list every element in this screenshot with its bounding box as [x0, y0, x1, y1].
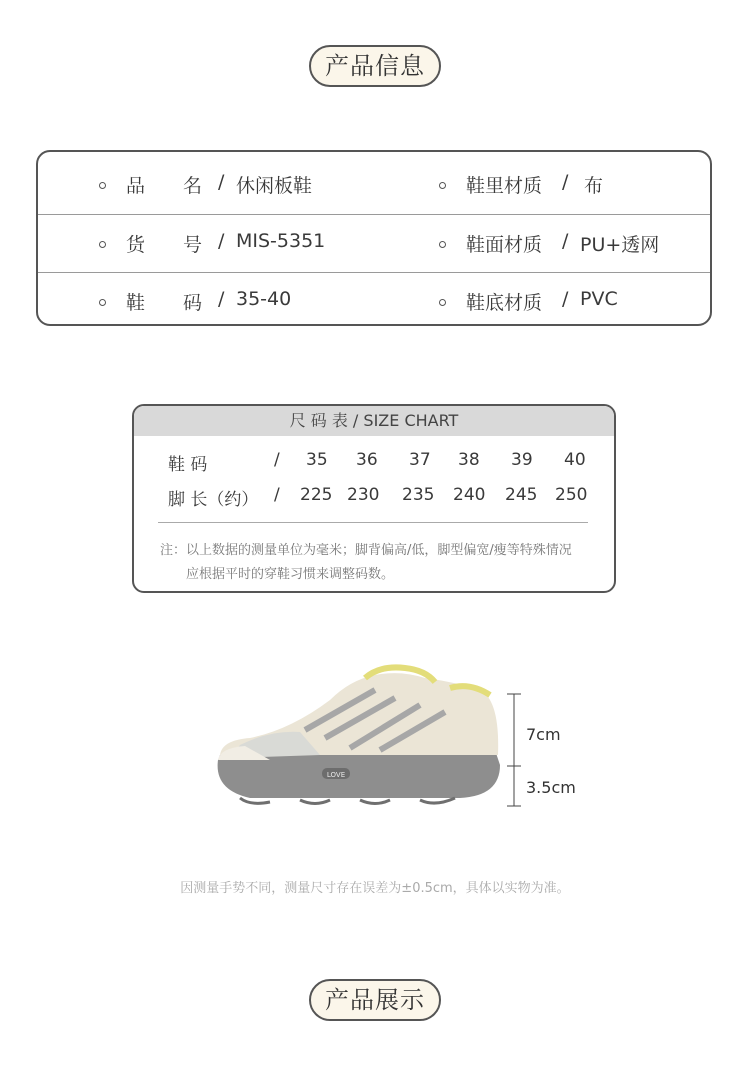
size-cell: 40	[564, 450, 586, 470]
info-row	[38, 272, 710, 331]
upper-height-label: 7cm	[526, 725, 561, 744]
size-chart-title: 尺 码 表 / SIZE CHART	[134, 406, 614, 436]
size-note-line2: 应根据平时的穿鞋习惯来调整码数。	[186, 567, 395, 582]
size-cell: 39	[511, 450, 533, 470]
size-cell: 36	[356, 450, 378, 470]
info-label: 货 号	[126, 234, 203, 256]
separator: /	[562, 171, 569, 193]
info-row	[38, 156, 710, 214]
info-value: MIS-5351	[236, 230, 326, 252]
separator: /	[562, 230, 569, 252]
bullet-icon	[99, 182, 106, 189]
length-cell: 225	[300, 485, 333, 505]
length-row	[134, 485, 614, 511]
size-row	[134, 450, 614, 476]
info-row	[38, 214, 710, 273]
separator: /	[218, 288, 225, 310]
product-info-table	[36, 150, 712, 326]
size-note-line1: 注：以上数据的测量单位为毫米；脚背偏高/低，脚型偏宽/瘦等特殊情况	[160, 543, 572, 558]
product-display-title: 产品展示	[309, 979, 441, 1021]
length-cell: 230	[347, 485, 380, 505]
divider	[158, 522, 588, 523]
separator: /	[218, 171, 225, 193]
length-cell: 250	[555, 485, 588, 505]
info-label: 鞋底材质	[466, 292, 543, 314]
info-label: 鞋 码	[126, 292, 203, 314]
bullet-icon	[99, 299, 106, 306]
bullet-icon	[439, 241, 446, 248]
info-value: PU+透网	[580, 234, 660, 256]
size-cell: 37	[409, 450, 431, 470]
length-cell: 245	[505, 485, 538, 505]
info-value: 35-40	[236, 288, 292, 310]
info-label: 品 名	[126, 175, 203, 197]
info-value: PVC	[580, 288, 618, 310]
separator: /	[274, 485, 280, 505]
size-cell: 35	[306, 450, 328, 470]
size-chart	[132, 404, 616, 593]
bullet-icon	[439, 182, 446, 189]
shoe-badge-text: LOVE	[326, 771, 346, 779]
measurement-disclaimer: 因测量手势不同，测量尺寸存在误差为±0.5cm，具体以实物为准。	[180, 881, 570, 896]
info-label: 鞋里材质	[466, 175, 543, 197]
product-info-title: 产品信息	[309, 45, 441, 87]
length-cell: 235	[402, 485, 435, 505]
shoe-image	[210, 660, 510, 820]
separator: /	[218, 230, 225, 252]
info-value: 休闲板鞋	[236, 175, 313, 197]
separator: /	[274, 450, 280, 470]
info-label: 鞋面材质	[466, 234, 543, 256]
separator: /	[562, 288, 569, 310]
sneaker-illustration	[210, 660, 510, 820]
sole-height-label: 3.5cm	[526, 778, 576, 797]
info-value: 布	[584, 175, 604, 197]
size-label: 鞋 码	[168, 455, 208, 475]
bullet-icon	[99, 241, 106, 248]
size-cell: 38	[458, 450, 480, 470]
length-cell: 240	[453, 485, 486, 505]
length-label: 脚 长（约）	[168, 490, 259, 510]
bullet-icon	[439, 299, 446, 306]
